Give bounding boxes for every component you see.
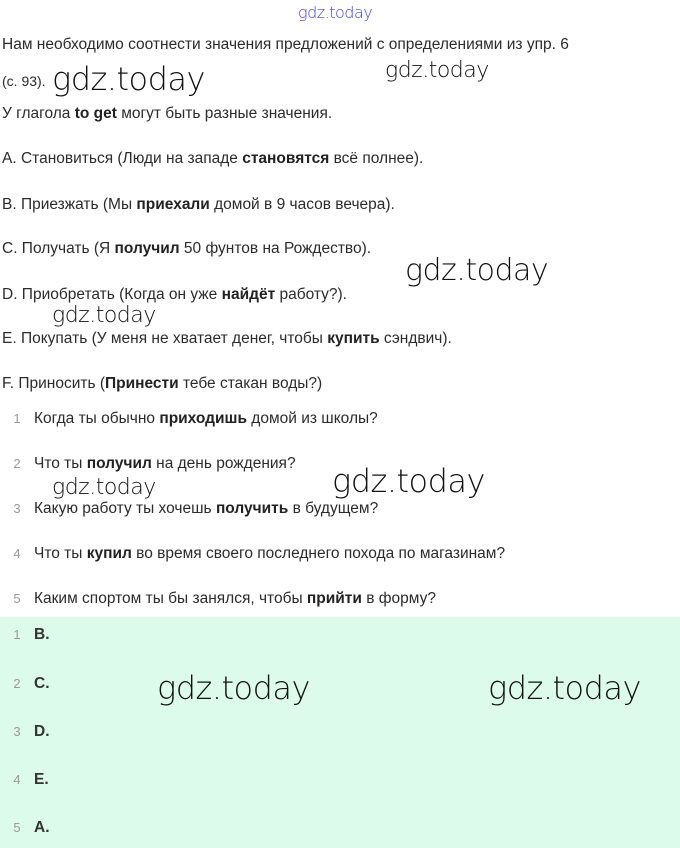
text: D. Приобретать (Когда он уже [2, 286, 222, 303]
intro-line: Нам необходимо соотнести значения предложений с определениями из упр. 6 [2, 36, 569, 53]
keyword: купить [327, 330, 380, 347]
text: в форму? [361, 590, 436, 607]
answer-item [0, 675, 50, 693]
question-number: 4 [13, 546, 21, 561]
definition-item [2, 240, 371, 258]
answer-value: C. [34, 675, 50, 692]
text: Каким спортом ты бы занялся, чтобы [34, 590, 307, 607]
definition-item [2, 375, 322, 393]
watermark: gdz.today [52, 475, 156, 500]
answer-number: 2 [13, 676, 21, 691]
keyword: получить [215, 500, 289, 517]
watermark: gdz.today [52, 60, 205, 98]
question-item [0, 500, 378, 518]
keyword: получил [86, 455, 152, 472]
watermark: gdz.today [405, 253, 549, 288]
keyword: становятся [242, 150, 330, 167]
keyword: получил [114, 240, 180, 257]
answer-item [0, 723, 50, 741]
question-item [0, 590, 436, 608]
verb-note [2, 105, 332, 123]
text: Какую работу ты хочешь [34, 500, 216, 517]
definition-item [2, 286, 347, 304]
watermark: gdz.today [488, 669, 641, 707]
watermark: gdz.today [385, 58, 489, 83]
answer-value: E. [34, 771, 49, 788]
definition-item [2, 330, 452, 348]
keyword: приехали [136, 196, 210, 213]
text: домой в 9 часов вечера). [209, 196, 395, 213]
text: Что ты [34, 545, 87, 562]
question-item [0, 410, 378, 428]
question-number: 5 [13, 591, 21, 606]
question-number: 3 [13, 501, 21, 516]
text: F. Приносить ( [2, 375, 106, 392]
keyword: прийти [306, 590, 362, 607]
keyword: приходишь [159, 410, 247, 427]
answer-value: D. [34, 723, 50, 740]
text: Что ты [34, 455, 87, 472]
verb: to get [74, 105, 117, 122]
text: Когда ты обычно [34, 410, 160, 427]
answer-value: A. [34, 819, 50, 836]
text: B. Приезжать (Мы [2, 196, 137, 213]
text: могут быть разные значения. [116, 105, 333, 122]
question-item [0, 545, 505, 563]
text: в будущем? [288, 500, 379, 517]
text: C. Получать (Я [2, 240, 115, 257]
text: E. Покупать (У меня не хватает денег, чтобы [2, 330, 328, 347]
text: тебе стакан воды?) [178, 375, 323, 392]
watermark: gdz.today [332, 462, 485, 500]
text: 50 фунтов на Рождество). [179, 240, 372, 257]
question-number: 1 [13, 411, 21, 426]
text: на день рождения? [151, 455, 296, 472]
text: домой из школы? [247, 410, 378, 427]
answer-item [0, 626, 50, 644]
watermark: gdz.today [298, 3, 373, 22]
question-number: 2 [13, 456, 21, 471]
answers-panel [0, 617, 680, 848]
text: A. Становиться (Люди на западе [2, 150, 243, 167]
text: всё полнее). [329, 150, 424, 167]
watermark: gdz.today [157, 669, 310, 707]
question-item [0, 455, 296, 473]
answer-item [0, 771, 49, 789]
answer-number: 4 [13, 772, 21, 787]
keyword: Принести [105, 375, 179, 392]
intro-line: (с. 93). [2, 73, 46, 89]
definition-item [2, 150, 423, 168]
text: во время своего последнего похода по магазинам? [131, 545, 506, 562]
answer-number: 3 [13, 724, 21, 739]
text: сэндвич). [379, 330, 452, 347]
watermark: gdz.today [52, 303, 156, 328]
keyword: купил [86, 545, 132, 562]
keyword: найдёт [221, 286, 276, 303]
answer-number: 1 [13, 627, 21, 642]
answer-number: 5 [13, 820, 21, 835]
text: работу?). [275, 286, 347, 303]
answer-value: B. [34, 626, 50, 643]
answer-item [0, 819, 50, 837]
text: У глагола [2, 105, 75, 122]
definition-item [2, 196, 395, 214]
